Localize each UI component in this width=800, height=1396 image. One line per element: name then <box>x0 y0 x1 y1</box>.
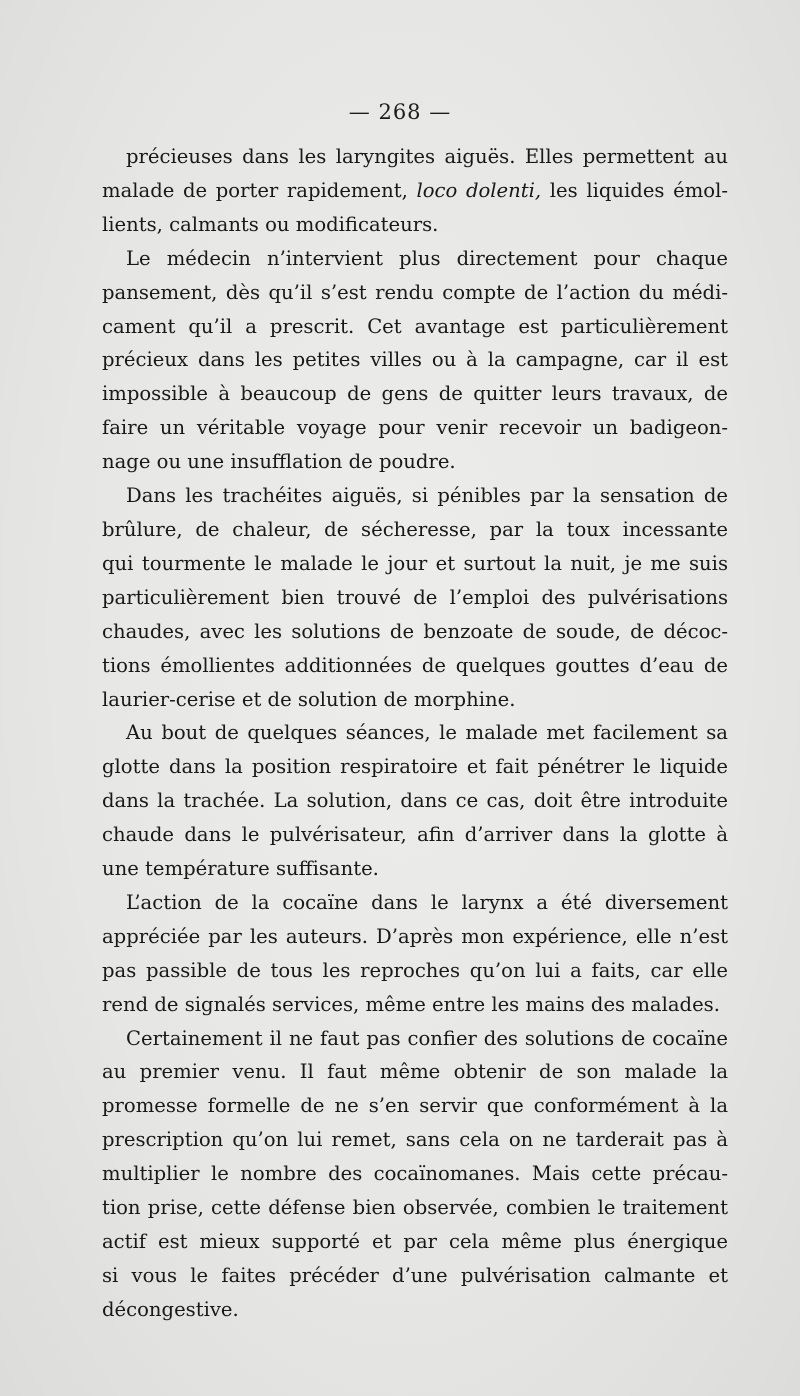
text-line: nage ou une insufflation de poudre. <box>102 450 456 474</box>
body-text <box>102 140 728 1327</box>
text-line: tion prise, cette défense bien observée, combien le traitement <box>102 1196 728 1220</box>
text-line: laurier-cerise et de solution de morphine. <box>102 687 516 711</box>
text-line: appréciée par les auteurs. D’après mon expérience, elle n’est <box>102 924 728 948</box>
text-line: cament qu’il a prescrit. Cet avantage est particulièrement <box>102 314 728 338</box>
text-line: Dans les trachéites aiguës, si pénibles par la sensation de <box>126 484 728 508</box>
text-line: glotte dans la position respiratoire et fait pénétrer le liquide <box>102 755 728 779</box>
text-line: tions émollientes additionnées de quelques gouttes d’eau de <box>102 653 728 677</box>
paragraph <box>102 140 728 242</box>
text-line: Certainement il ne faut pas confier des solutions de cocaïne <box>126 1026 728 1050</box>
text-line: brûlure, de chaleur, de sécheresse, par la toux incessante <box>102 517 728 541</box>
text-line: décongestive. <box>102 1297 239 1321</box>
text-line: actif est mieux supporté et par cela même plus énergique <box>102 1230 728 1253</box>
text-line: au premier venu. Il faut même obtenir de son malade la <box>102 1060 728 1084</box>
text-line: multiplier le nombre des cocaïnomanes. Mais cette précau- <box>102 1162 728 1186</box>
paragraph <box>102 242 728 479</box>
text-line: précieuses dans les laryngites aiguës. Elles permettent au <box>126 145 728 168</box>
text-line: impossible à beaucoup de gens de quitter leurs travaux, de <box>102 382 728 406</box>
text-line: chaude dans le pulvérisateur, afin d’arriver dans la glotte à <box>102 823 728 847</box>
page-number: — 268 — <box>348 100 452 124</box>
text-line: faire un véritable voyage pour venir recevoir un badigeon- <box>102 416 728 440</box>
paragraph <box>102 886 728 1022</box>
paragraph <box>102 716 728 886</box>
text-line: pas passible de tous les reproches qu’on lui a faits, car elle <box>102 958 728 982</box>
text-line: une température suffisante. <box>102 857 379 881</box>
text-line: rend de signalés services, même entre les mains des malades. <box>102 992 720 1016</box>
text-line: malade de porter rapidement, loco dolenti, les liquides émol- <box>102 178 728 202</box>
paragraph <box>102 479 728 716</box>
text-line: chaudes, avec les solutions de benzoate de soude, de décoc- <box>102 619 728 643</box>
text-line: prescription qu’on lui remet, sans cela on ne tarderait pas à <box>102 1128 728 1152</box>
text-line: pansement, dès qu’il s’est rendu compte de l’action du médi- <box>102 280 728 304</box>
text-line: Le médecin n’intervient plus directement pour chaque <box>126 246 728 270</box>
text-line: L’action de la cocaïne dans le larynx a été diversement <box>126 890 728 914</box>
text-line: particulièrement bien trouvé de l’emploi des pulvérisations <box>102 585 728 609</box>
text-line: dans la trachée. La solution, dans ce cas, doit être introduite <box>102 789 728 813</box>
text-line: promesse formelle de ne s’en servir que conformément à la <box>102 1094 728 1118</box>
text-line: si vous le faites précéder d’une pulvérisation calmante et <box>102 1263 728 1287</box>
paragraph <box>102 1022 728 1327</box>
text-line: lients, calmants ou modificateurs. <box>102 212 439 236</box>
text-line: Au bout de quelques séances, le malade met facilement sa <box>126 721 728 745</box>
text-line: précieux dans les petites villes ou à la campagne, car il est <box>102 348 728 372</box>
text-line: qui tourmente le malade le jour et surtout la nuit, je me suis <box>102 551 728 575</box>
